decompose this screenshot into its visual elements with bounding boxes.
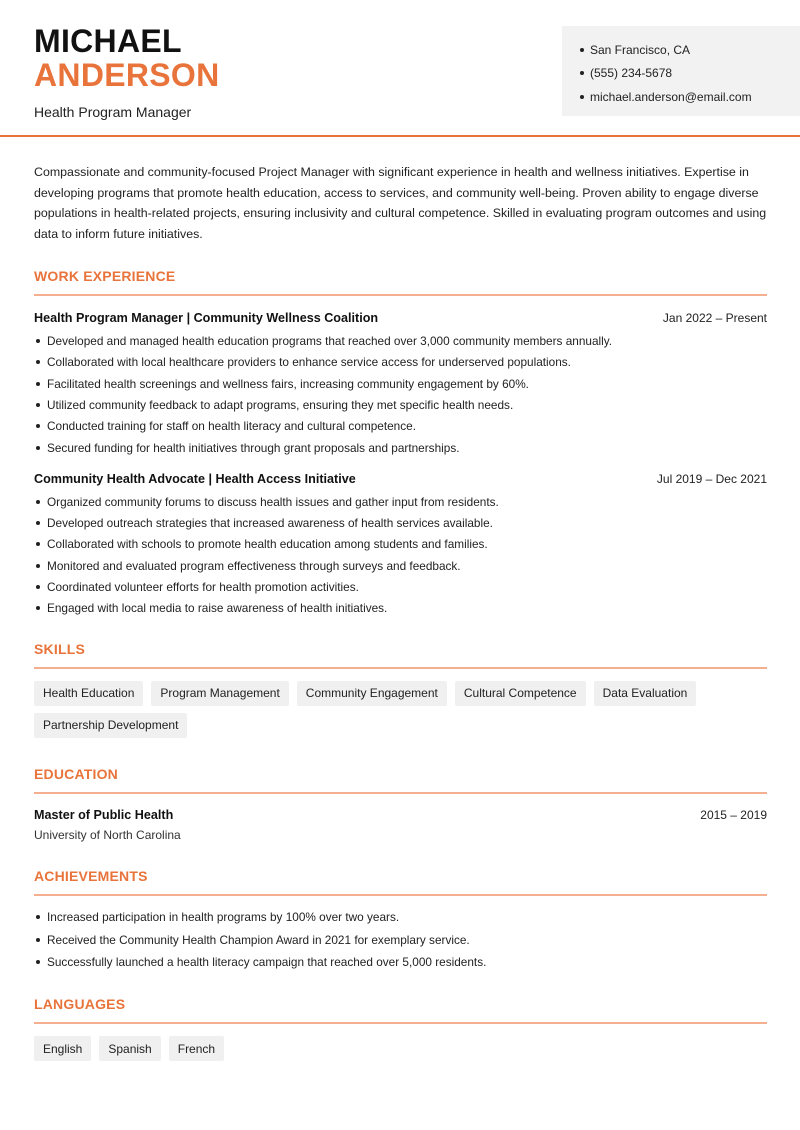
name-block bbox=[34, 24, 220, 120]
contact-location-text: San Francisco, CA bbox=[590, 42, 691, 57]
job-role: Health Program Manager | Community Wellness Coalition bbox=[34, 311, 379, 326]
summary: Compassionate and community-focused Project Manager with significant experience in health and wellness initiatives. Expertise in developing programs that promote health education, access to services, and community well-being. Proven ability to engage diverse populations in health-related projects, ensuring inclusivity and cultural competence. Skilled in evaluating program outcomes and using data to inform future initiatives. bbox=[34, 165, 767, 241]
skill-chip: Cultural Competence bbox=[455, 681, 586, 706]
list-item bbox=[34, 951, 767, 974]
section-title-work: WORK EXPERIENCE bbox=[34, 268, 767, 296]
skills-section bbox=[34, 641, 767, 738]
list-item bbox=[34, 534, 767, 555]
job-bullets bbox=[34, 491, 767, 619]
school: University of North Carolina bbox=[34, 827, 181, 842]
bullet-icon bbox=[36, 521, 40, 525]
section-title-achievements: ACHIEVEMENTS bbox=[34, 868, 767, 896]
section-title-languages: LANGUAGES bbox=[34, 996, 767, 1024]
bullet-icon bbox=[36, 564, 40, 568]
language-chip: French bbox=[169, 1036, 224, 1061]
bullet-icon bbox=[36, 915, 40, 919]
languages-section bbox=[34, 996, 767, 1061]
list-item bbox=[34, 352, 767, 373]
job-role: Community Health Advocate | Health Access Initiative bbox=[34, 472, 356, 487]
list-item-text: Developed and managed health education programs that reached over 3,000 community members annually. bbox=[47, 334, 613, 349]
skill-chip: Health Education bbox=[34, 681, 143, 706]
bullet-icon bbox=[36, 446, 40, 450]
bullet-icon bbox=[36, 938, 40, 942]
skill-chip: Data Evaluation bbox=[594, 681, 697, 706]
list-item-text: Facilitated health screenings and wellness fairs, increasing community engagement by 60%. bbox=[47, 376, 529, 391]
bullet-icon bbox=[580, 71, 584, 75]
bullet-icon bbox=[36, 382, 40, 386]
list-item-text: Developed outreach strategies that increased awareness of health services available. bbox=[47, 516, 493, 531]
achievements-list bbox=[34, 906, 767, 974]
list-item-text: Conducted training for staff on health literacy and cultural competence. bbox=[47, 419, 416, 434]
bullet-icon bbox=[36, 960, 40, 964]
job-entry bbox=[34, 472, 767, 619]
list-item bbox=[34, 512, 767, 533]
list-item-text: Collaborated with schools to promote health education among students and families. bbox=[47, 537, 488, 552]
list-item-text: Secured funding for health initiatives through grant proposals and partnerships. bbox=[47, 440, 460, 455]
list-item bbox=[34, 330, 767, 351]
contact-phone bbox=[580, 62, 800, 86]
job-dates: Jan 2022 – Present bbox=[662, 311, 767, 326]
contact-box bbox=[562, 26, 800, 116]
job-bullets bbox=[34, 330, 767, 458]
achievements-section bbox=[34, 868, 767, 974]
bullet-icon bbox=[36, 339, 40, 343]
list-item bbox=[34, 598, 767, 619]
bullet-icon bbox=[36, 500, 40, 504]
bullet-icon bbox=[36, 403, 40, 407]
list-item bbox=[34, 394, 767, 415]
section-title-education: EDUCATION bbox=[34, 766, 767, 794]
degree: Master of Public Health bbox=[34, 807, 174, 822]
bullet-icon bbox=[580, 95, 584, 99]
education-header bbox=[34, 808, 767, 822]
contact-location bbox=[580, 38, 800, 62]
list-item bbox=[34, 906, 767, 929]
job-entry bbox=[34, 311, 767, 458]
list-item bbox=[34, 416, 767, 437]
list-item-text: Increased participation in health programs by 100% over two years. bbox=[47, 910, 400, 925]
list-item-text: Successfully launched a health literacy campaign that reached over 5,000 residents. bbox=[47, 955, 487, 970]
skill-chip: Program Management bbox=[151, 681, 288, 706]
bullet-icon bbox=[36, 424, 40, 428]
list-item bbox=[34, 437, 767, 458]
bullet-icon bbox=[580, 48, 584, 52]
skill-chip: Community Engagement bbox=[297, 681, 447, 706]
education-entry bbox=[34, 808, 767, 842]
education-dates: 2015 – 2019 bbox=[700, 807, 767, 822]
skill-chip: Partnership Development bbox=[34, 713, 187, 738]
contact-email-text: michael.anderson@email.com bbox=[590, 89, 752, 104]
bullet-icon bbox=[36, 606, 40, 610]
skills-list bbox=[34, 681, 767, 738]
work-section bbox=[34, 268, 767, 619]
list-item bbox=[34, 928, 767, 951]
list-item bbox=[34, 373, 767, 394]
list-item-text: Coordinated volunteer efforts for health promotion activities. bbox=[47, 579, 359, 594]
list-item-text: Received the Community Health Champion Award in 2021 for exemplary service. bbox=[47, 932, 470, 947]
section-title-skills: SKILLS bbox=[34, 641, 767, 669]
bullet-icon bbox=[36, 542, 40, 546]
last-name: ANDERSON bbox=[34, 57, 220, 93]
job-dates: Jul 2019 – Dec 2021 bbox=[656, 472, 767, 487]
resume-body bbox=[34, 137, 767, 1061]
contact-phone-text: (555) 234-5678 bbox=[590, 66, 673, 81]
languages-list bbox=[34, 1036, 767, 1061]
list-item-text: Utilized community feedback to adapt programs, ensuring they met specific health needs. bbox=[47, 397, 514, 412]
language-chip: Spanish bbox=[99, 1036, 160, 1061]
list-item bbox=[34, 576, 767, 597]
list-item bbox=[34, 555, 767, 576]
list-item-text: Monitored and evaluated program effectiveness through surveys and feedback. bbox=[47, 558, 461, 573]
job-title: Health Program Manager bbox=[34, 104, 192, 120]
list-item-text: Organized community forums to discuss health issues and gather input from residents. bbox=[47, 494, 499, 509]
bullet-icon bbox=[36, 360, 40, 364]
contact-email bbox=[580, 85, 800, 109]
education-section bbox=[34, 766, 767, 842]
job-header bbox=[34, 472, 767, 486]
bullet-icon bbox=[36, 585, 40, 589]
resume-header bbox=[0, 0, 800, 137]
first-name: MICHAEL bbox=[34, 23, 182, 59]
list-item-text: Engaged with local media to raise awareness of health initiatives. bbox=[47, 601, 388, 616]
language-chip: English bbox=[34, 1036, 91, 1061]
job-header bbox=[34, 311, 767, 325]
list-item bbox=[34, 491, 767, 512]
list-item-text: Collaborated with local healthcare providers to enhance service access for underserved populations. bbox=[47, 355, 571, 370]
